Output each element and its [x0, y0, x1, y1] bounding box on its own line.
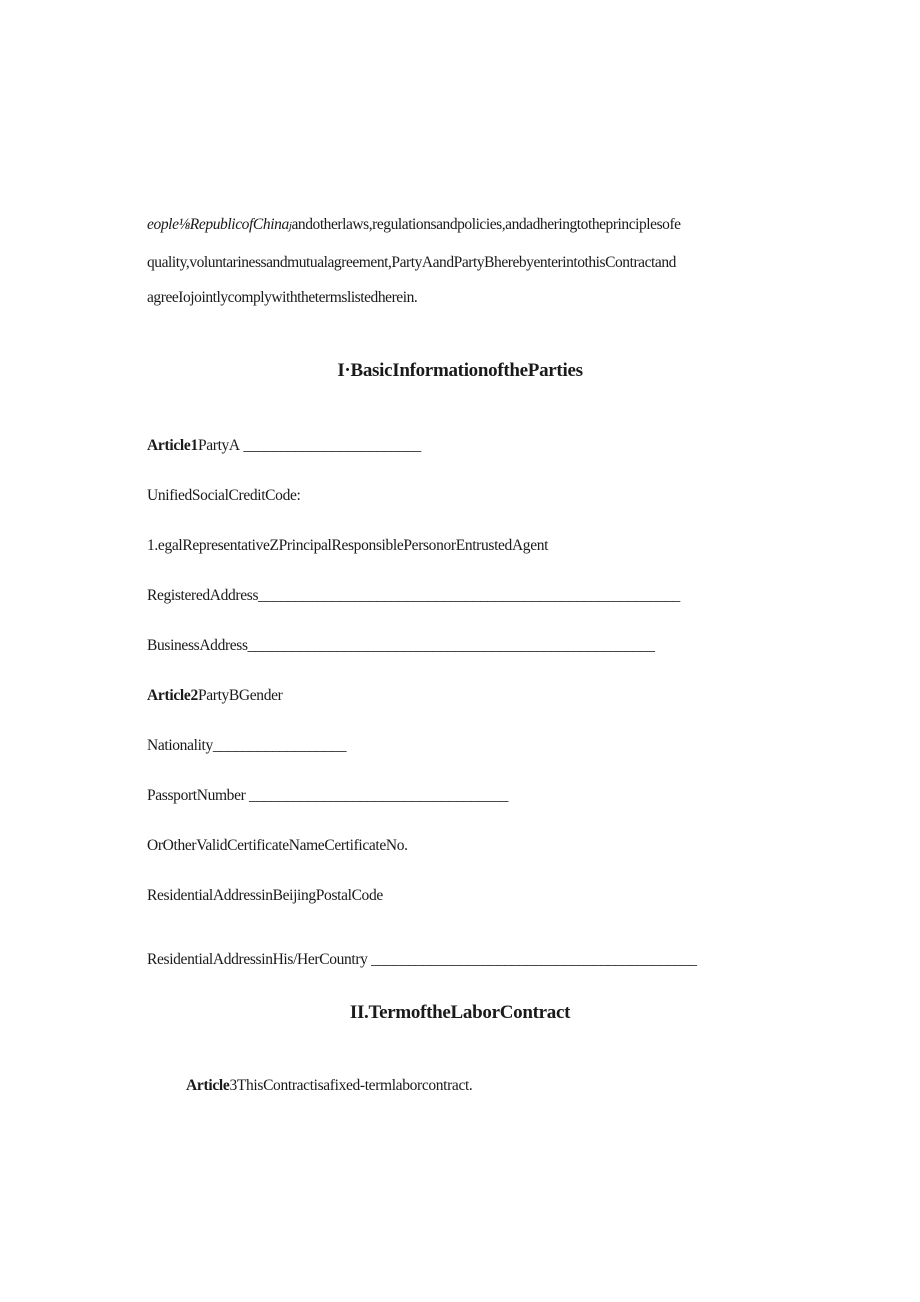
article-1-label: Article1: [147, 437, 198, 454]
nationality-label: Nationality: [147, 737, 213, 754]
nationality-blank: __________________: [212, 737, 347, 754]
registered-address-line: [147, 587, 680, 605]
intro-line-2: quality,voluntarinessandmutualagreement,PartyAandPartyBherebyenterintothisContractand: [147, 254, 676, 271]
party-b-gender-label: PartyBGender: [197, 687, 283, 704]
article-1-line: [147, 437, 421, 455]
residential-home-line: [147, 951, 697, 969]
intro-stray-mark: j: [288, 220, 292, 232]
residential-beijing-line: ResidentialAddressinBeijingPostalCode: [147, 887, 383, 904]
party-a-label: PartyA: [197, 437, 240, 454]
party-a-blank: ________________________: [243, 437, 421, 454]
legal-representative-line: 1.egalRepresentativeZPrincipalResponsiblePersonorEntrustedAgent: [147, 537, 549, 554]
intro-line-1-text: andotherlaws,regulationsandpolicies,andadheringtotheprinciplesofe: [291, 216, 681, 233]
passport-line: [147, 787, 508, 805]
intro-line-1: [147, 216, 681, 234]
residential-home-blank: ____________________________________________: [371, 951, 697, 968]
article-3-line: [186, 1077, 472, 1095]
credit-code-line: UnifiedSocialCreditCode:: [147, 487, 301, 504]
other-certificate-line: OrOtherValidCertificateNameCertificateNo.: [147, 837, 408, 854]
intro-line-3: agreeIojointlycomplywiththetermslistedherein.: [147, 289, 418, 306]
passport-label: PassportNumber: [147, 787, 246, 804]
intro-italic-text: eople⅛RepublicofChina: [147, 216, 289, 233]
registered-address-blank: _________________________________________________________: [258, 587, 680, 604]
section-1-heading: I·BasicInformationoftheParties: [337, 360, 583, 381]
nationality-line: [147, 737, 346, 755]
passport-blank: ___________________________________: [248, 787, 508, 804]
article-2-line: [147, 687, 282, 705]
article-3-text: 3ThisContractisafixed-termlaborcontract.: [229, 1077, 473, 1094]
residential-home-label: ResidentialAddressinHis/HerCountry: [147, 951, 368, 968]
business-address-blank: _______________________________________________________: [247, 637, 655, 654]
article-3-label: Article: [186, 1077, 230, 1094]
business-address-line: [147, 637, 655, 655]
business-address-label: BusinessAddress: [147, 637, 248, 654]
article-2-label: Article2: [147, 687, 198, 704]
section-2-heading: II.TermoftheLaborContract: [349, 1002, 571, 1023]
registered-address-label: RegisteredAddress: [147, 587, 259, 604]
